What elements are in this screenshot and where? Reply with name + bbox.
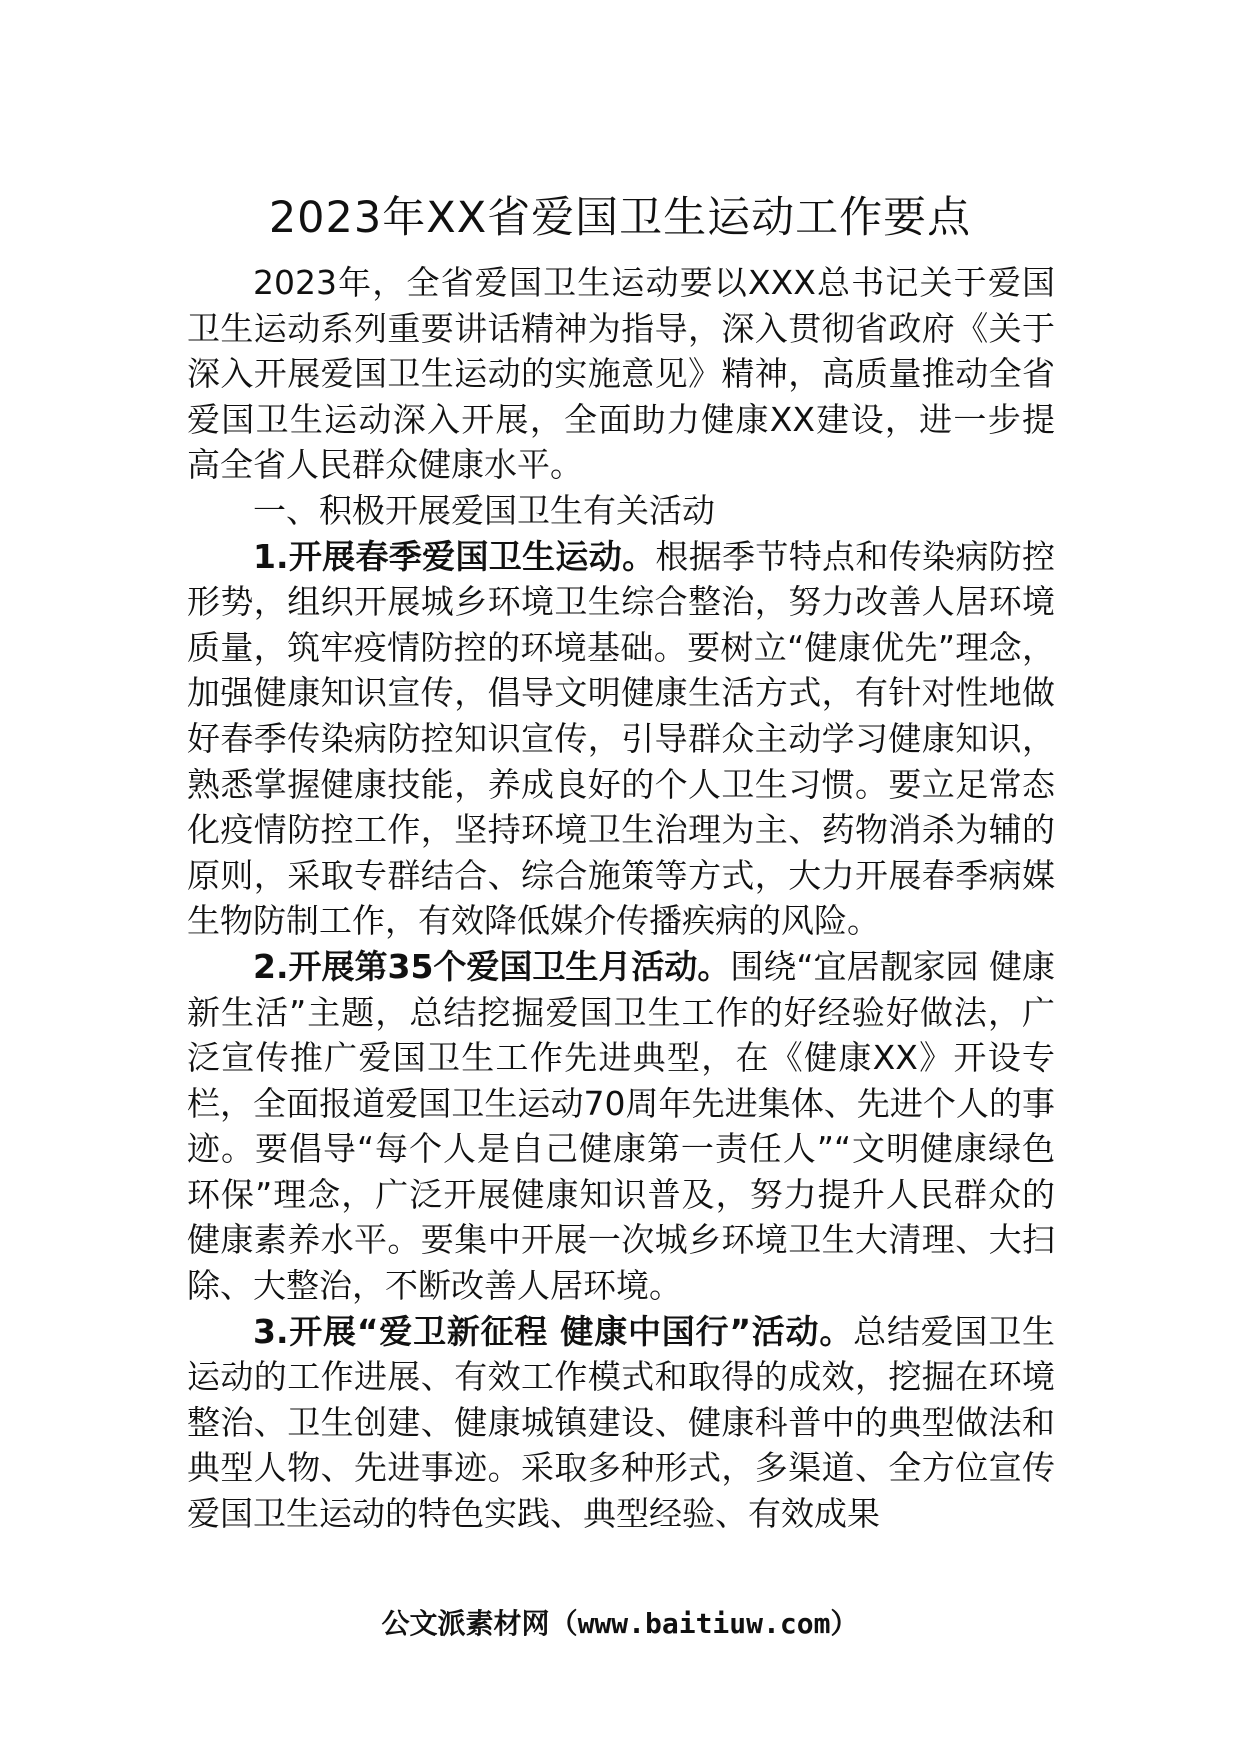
- item-lead-1: 1.开展春季爱国卫生运动。: [253, 536, 656, 576]
- footer-site-name: 公文派素材网: [381, 1607, 550, 1640]
- item-lead-2: 2.开展第35个爱国卫生月活动。: [253, 946, 731, 986]
- item-paragraph-3: [187, 1309, 1055, 1537]
- item-text-3: 总结爱国卫生运动的工作进展、有效工作模式和取得的成效，挖掘在环境整治、卫生创建、健康城镇建设、健康科普中的典型做法和典型人物、先进事迹。采取多种形式，多渠道、全方位宣传爱国卫生运动的特色实践、典型经验、有效成果: [187, 1311, 1055, 1534]
- document-body: [187, 260, 1055, 1537]
- intro-paragraph: 2023年，全省爱国卫生运动要以XXX总书记关于爱国卫生运动系列重要讲话精神为指导，深入贯彻省政府《关于深入开展爱国卫生运动的实施意见》精神，高质量推动全省爱国卫生运动深入开展，全面助力健康XX建设，进一步提高全省人民群众健康水平。: [187, 263, 1055, 485]
- footer-url: （www.baitiuw.com）: [549, 1607, 859, 1640]
- item-paragraph-1: [187, 534, 1055, 944]
- item-text-1: 根据季节特点和传染病防控形势，组织开展城乡环境卫生综合整治，努力改善人居环境质量，筑牢疫情防控的环境基础。要树立“健康优先”理念，加强健康知识宣传，倡导文明健康生活方式，有针对性地做好春季传染病防控知识宣传，引导群众主动学习健康知识，熟悉掌握健康技能，养成良好的个人卫生习惯。要立足常态化疫情防控工作，坚持环境卫生治理为主、药物消杀为辅的原则，采取专群结合、综合施策等方式，大力开展春季病媒生物防制工作，有效降低媒介传播疾病的风险。: [187, 536, 1056, 941]
- item-paragraph-2: [187, 944, 1055, 1309]
- item-text-2: 围绕“宜居靓家园 健康新生活”主题，总结挖掘爱国卫生工作的好经验好做法，广泛宣传推广爱国卫生工作先进典型，在《健康XX》开设专栏，全面报道爱国卫生运动70周年先进集体、先进个人的事迹。要倡导“每个人是自己健康第一责任人”“文明健康绿色环保”理念，广泛开展健康知识普及，努力提升人民群众的健康素养水平。要集中开展一次城乡环境卫生大清理、大扫除、大整治，不断改善人居环境。: [187, 946, 1056, 1306]
- document-title: 2023年XX省爱国卫生运动工作要点: [268, 193, 972, 243]
- page-footer: [0, 1604, 1240, 1644]
- section-heading: 一、积极开展爱国卫生有关活动: [253, 490, 715, 530]
- item-lead-3: 3.开展“爱卫新征程 健康中国行”活动。: [253, 1311, 854, 1351]
